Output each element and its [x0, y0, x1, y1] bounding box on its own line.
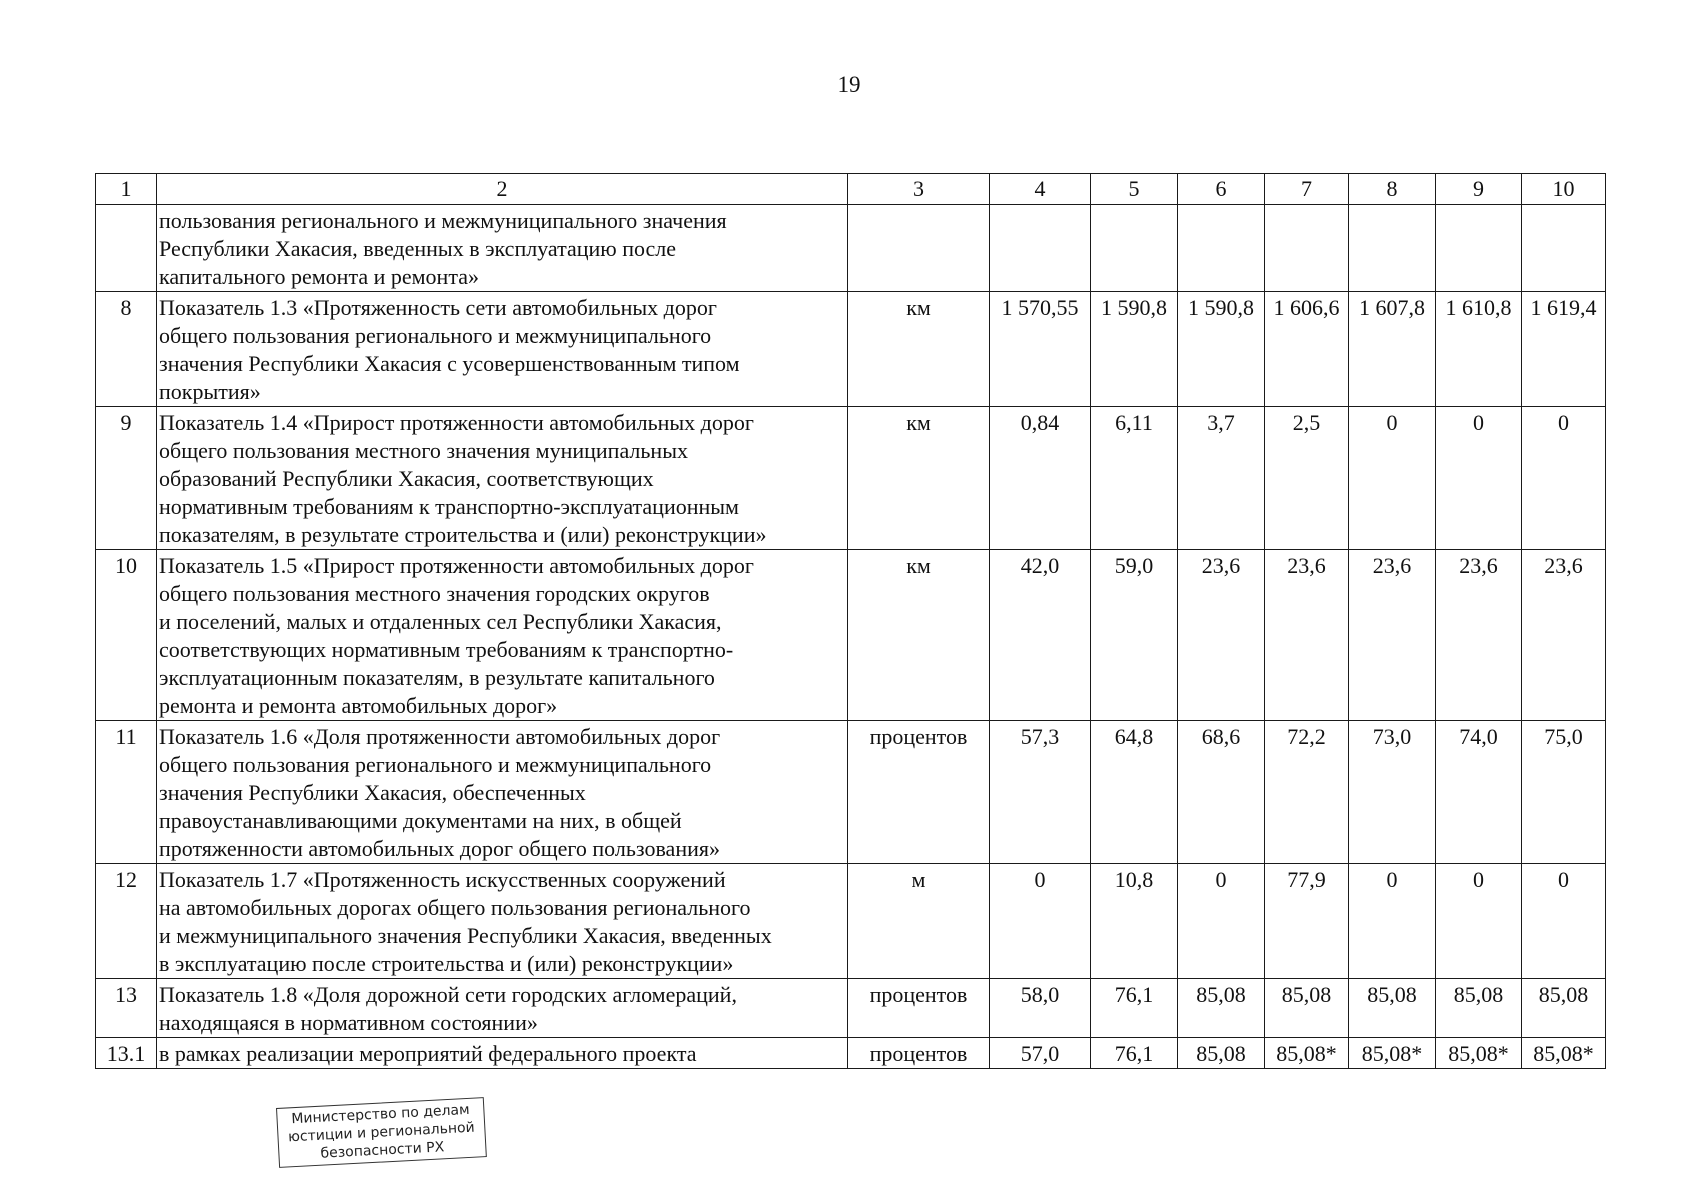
value-cell: 1 590,8: [1091, 292, 1178, 407]
value-cell: 57,0: [990, 1038, 1091, 1069]
ministry-stamp: [276, 1097, 487, 1168]
indicator-name-line: Показатель 1.6 «Доля протяженности автомобильных дорог: [159, 724, 721, 749]
value-cell: 85,08: [1178, 1038, 1265, 1069]
value-cell: 85,08: [1178, 979, 1265, 1038]
value-cell: 74,0: [1436, 721, 1522, 864]
indicator-name-line: в рамках реализации мероприятий федерального проекта: [159, 1041, 697, 1066]
value-cell: 72,2: [1265, 721, 1349, 864]
value-cell: 0: [1522, 864, 1606, 979]
header-cell: 2: [157, 174, 848, 205]
value-cell: 1 606,6: [1265, 292, 1349, 407]
indicator-name-cell: [157, 721, 848, 864]
indicator-name-line: Показатель 1.8 «Доля дорожной сети городских агломераций,: [159, 982, 737, 1007]
value-cell: 0,84: [990, 407, 1091, 550]
value-cell: [990, 205, 1091, 292]
indicator-name-cell: [157, 292, 848, 407]
value-cell: [1091, 205, 1178, 292]
value-cell: 85,08: [1436, 979, 1522, 1038]
row-number-cell: 13.1: [96, 1038, 157, 1069]
table-row: [96, 407, 1606, 550]
indicator-name-line: образований Республики Хакасия, соответствующих: [159, 466, 654, 491]
value-cell: 76,1: [1091, 979, 1178, 1038]
value-cell: 59,0: [1091, 550, 1178, 721]
header-cell: 4: [990, 174, 1091, 205]
header-cell: 9: [1436, 174, 1522, 205]
indicator-name-line: общего пользования местного значения городских округов: [159, 581, 710, 606]
value-cell: 75,0: [1522, 721, 1606, 864]
row-number-cell: 12: [96, 864, 157, 979]
value-cell: 58,0: [990, 979, 1091, 1038]
value-cell: [1522, 205, 1606, 292]
indicator-name-cell: [157, 550, 848, 721]
table-row: [96, 979, 1606, 1038]
value-cell: 57,3: [990, 721, 1091, 864]
value-cell: [1349, 205, 1436, 292]
unit-cell: процентов: [848, 721, 990, 864]
value-cell: 85,08*: [1436, 1038, 1522, 1069]
unit-cell: м: [848, 864, 990, 979]
value-cell: [1178, 205, 1265, 292]
indicator-name-line: находящаяся в нормативном состоянии»: [159, 1010, 538, 1035]
value-cell: 6,11: [1091, 407, 1178, 550]
indicator-name-line: в эксплуатацию после строительства и (или) реконструкции»: [159, 951, 734, 976]
indicator-name-cell: [157, 979, 848, 1038]
indicator-name-line: на автомобильных дорогах общего пользования регионального: [159, 895, 751, 920]
indicator-name-line: правоустанавливающими документами на них, в общей: [159, 808, 682, 833]
header-cell: 7: [1265, 174, 1349, 205]
unit-cell: [848, 205, 990, 292]
value-cell: 73,0: [1349, 721, 1436, 864]
indicator-name-line: протяженности автомобильных дорог общего пользования»: [159, 836, 720, 861]
value-cell: 85,08: [1522, 979, 1606, 1038]
row-number-cell: 10: [96, 550, 157, 721]
header-cell: 1: [96, 174, 157, 205]
header-cell: 5: [1091, 174, 1178, 205]
value-cell: 23,6: [1349, 550, 1436, 721]
value-cell: 0: [1522, 407, 1606, 550]
stamp-line: безопасности РХ: [320, 1139, 445, 1162]
page-number: 19: [837, 72, 861, 97]
indicator-name-line: общего пользования регионального и межмуниципального: [159, 752, 712, 777]
table-row: [96, 550, 1606, 721]
indicator-name-line: и поселений, малых и отдаленных сел Республики Хакасия,: [159, 609, 722, 634]
indicator-name-line: нормативным требованиям к транспортно-эксплуатационным: [159, 494, 739, 519]
unit-cell: процентов: [848, 979, 990, 1038]
value-cell: 23,6: [1522, 550, 1606, 721]
header-cell: 10: [1522, 174, 1606, 205]
header-cell: 3: [848, 174, 990, 205]
value-cell: 42,0: [990, 550, 1091, 721]
indicators-table: [95, 173, 1606, 1069]
indicator-name-line: общего пользования регионального и межмуниципального: [159, 323, 712, 348]
row-number-cell: 8: [96, 292, 157, 407]
value-cell: 1 570,55: [990, 292, 1091, 407]
indicator-name-line: Показатель 1.4 «Прирост протяженности автомобильных дорог: [159, 410, 754, 435]
indicator-name-line: значения Республики Хакасия, обеспеченных: [159, 780, 586, 805]
indicator-name-line: ремонта и ремонта автомобильных дорог»: [159, 693, 558, 718]
row-number-cell: [96, 205, 157, 292]
value-cell: 1 607,8: [1349, 292, 1436, 407]
value-cell: 1 619,4: [1522, 292, 1606, 407]
indicator-name-cell: [157, 864, 848, 979]
value-cell: 0: [1436, 864, 1522, 979]
indicator-name-line: пользования регионального и межмуниципального значения: [159, 208, 727, 233]
value-cell: 85,08: [1265, 979, 1349, 1038]
value-cell: 68,6: [1178, 721, 1265, 864]
value-cell: 23,6: [1178, 550, 1265, 721]
value-cell: 85,08*: [1265, 1038, 1349, 1069]
indicator-name-line: показателям, в результате строительства и (или) реконструкции»: [159, 522, 767, 547]
indicator-name-line: соответствующих нормативным требованиям к транспортно-: [159, 637, 734, 662]
value-cell: 2,5: [1265, 407, 1349, 550]
table-row: [96, 205, 1606, 292]
value-cell: 64,8: [1091, 721, 1178, 864]
value-cell: 0: [1178, 864, 1265, 979]
indicator-name-cell: [157, 205, 848, 292]
value-cell: 77,9: [1265, 864, 1349, 979]
table-row: [96, 292, 1606, 407]
unit-cell: км: [848, 550, 990, 721]
stamp-line: юстиции и региональной: [287, 1119, 476, 1146]
value-cell: 85,08*: [1349, 1038, 1436, 1069]
value-cell: 85,08: [1349, 979, 1436, 1038]
value-cell: 0: [990, 864, 1091, 979]
value-cell: [1436, 205, 1522, 292]
unit-cell: процентов: [848, 1038, 990, 1069]
table-row: [96, 721, 1606, 864]
indicator-name-cell: [157, 1038, 848, 1069]
header-cell: 8: [1349, 174, 1436, 205]
row-number-cell: 13: [96, 979, 157, 1038]
value-cell: 10,8: [1091, 864, 1178, 979]
value-cell: 23,6: [1265, 550, 1349, 721]
value-cell: 0: [1436, 407, 1522, 550]
value-cell: 0: [1349, 407, 1436, 550]
row-number-cell: 9: [96, 407, 157, 550]
indicator-name-line: Показатель 1.3 «Протяженность сети автомобильных дорог: [159, 295, 717, 320]
value-cell: 76,1: [1091, 1038, 1178, 1069]
indicator-name-line: Показатель 1.7 «Протяженность искусственных сооружений: [159, 867, 726, 892]
value-cell: 85,08*: [1522, 1038, 1606, 1069]
indicator-name-line: покрытия»: [159, 379, 261, 404]
table-row: [96, 864, 1606, 979]
value-cell: 23,6: [1436, 550, 1522, 721]
unit-cell: км: [848, 407, 990, 550]
unit-cell: км: [848, 292, 990, 407]
table-header-row: [96, 174, 1606, 205]
indicator-name-line: Республики Хакасия, введенных в эксплуатацию после: [159, 236, 677, 261]
stamp-line: Министерство по делам: [290, 1101, 471, 1128]
indicator-name-line: Показатель 1.5 «Прирост протяженности автомобильных дорог: [159, 553, 754, 578]
value-cell: [1265, 205, 1349, 292]
indicator-name-line: эксплуатационным показателям, в результате капитального: [159, 665, 715, 690]
indicator-name-line: общего пользования местного значения муниципальных: [159, 438, 688, 463]
row-number-cell: 11: [96, 721, 157, 864]
table-row: [96, 1038, 1606, 1069]
value-cell: 3,7: [1178, 407, 1265, 550]
value-cell: 1 610,8: [1436, 292, 1522, 407]
indicator-name-line: значения Республики Хакасия с усовершенствованным типом: [159, 351, 740, 376]
indicator-name-line: и межмуниципального значения Республики Хакасия, введенных: [159, 923, 772, 948]
header-cell: 6: [1178, 174, 1265, 205]
indicator-name-line: капитального ремонта и ремонта»: [159, 264, 479, 289]
indicator-name-cell: [157, 407, 848, 550]
value-cell: 0: [1349, 864, 1436, 979]
value-cell: 1 590,8: [1178, 292, 1265, 407]
